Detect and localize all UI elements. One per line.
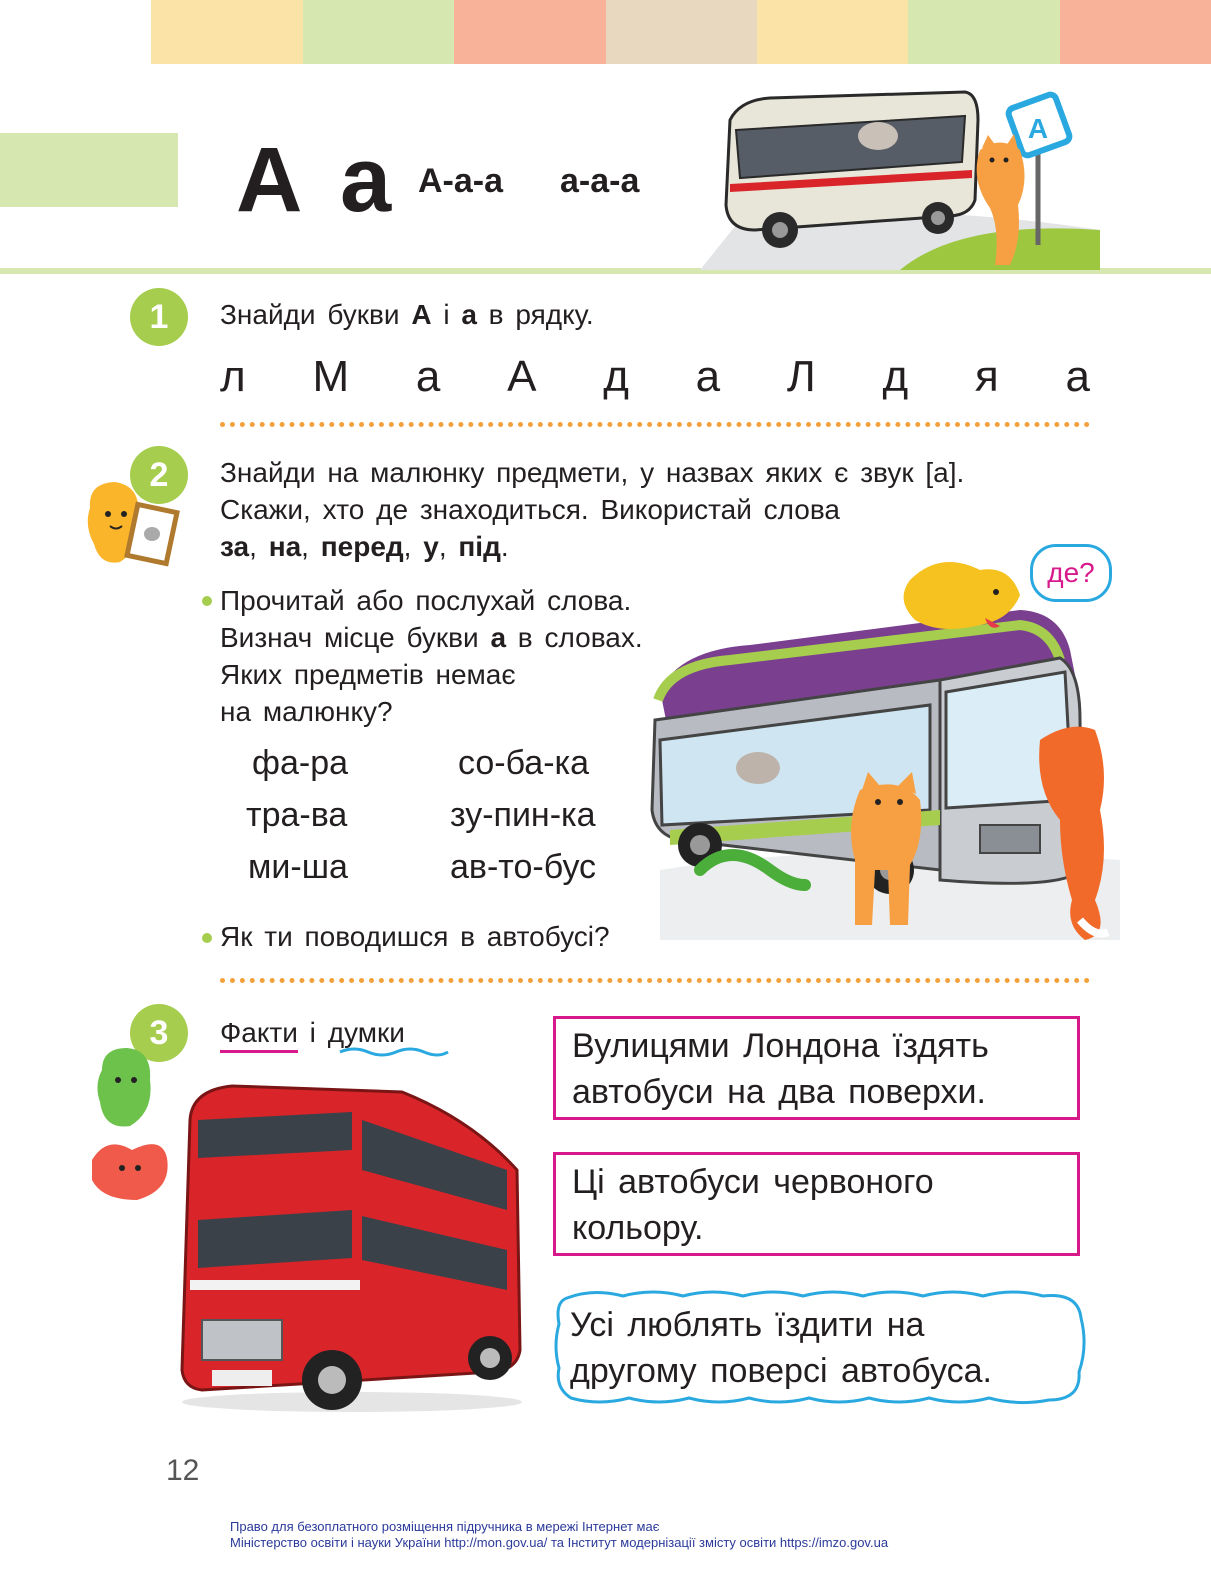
- bullet-line: Яких предметів немає: [220, 659, 516, 690]
- row-letter[interactable]: М: [312, 352, 350, 401]
- task1-letter-upper: А: [411, 299, 432, 330]
- task-number-3: 3: [130, 1004, 188, 1062]
- footer-line: Право для безоплатного розміщення підручника в мережі Інтернет має: [230, 1519, 660, 1534]
- task-number-1: 1: [130, 288, 188, 346]
- bullet-letter: а: [490, 622, 507, 653]
- character-with-picture-icon: [80, 478, 180, 570]
- syllables-upper: А-а-а: [418, 162, 504, 200]
- stripe: [606, 0, 757, 64]
- task1-letter-row: [220, 352, 1090, 402]
- opinion-line: другому поверсі автобуса.: [570, 1352, 992, 1390]
- dotted-divider: [220, 422, 1090, 427]
- header-stripes: [0, 0, 1211, 64]
- task1-instruction: [220, 296, 594, 333]
- stripe: [908, 0, 1059, 64]
- stripe: [1060, 0, 1211, 64]
- word-item: ми-ша: [248, 848, 348, 886]
- footer-line: Міністерство освіти і науки України http://mon.gov.ua/ та Інститут модернізації змісту освіти https://imzo.gov.ua: [230, 1535, 889, 1550]
- preposition: під: [458, 531, 501, 562]
- preposition: за: [220, 531, 250, 562]
- fact-line: Ці автобуси червоного: [572, 1163, 934, 1201]
- row-letter[interactable]: а: [695, 352, 721, 401]
- stripe: [454, 0, 605, 64]
- syllables-lower: а-а-а: [560, 162, 640, 200]
- bullet-line: на малюнку?: [220, 696, 393, 727]
- stripe: [0, 0, 151, 64]
- word-item: со-ба-ка: [458, 744, 590, 782]
- london-bus-illustration: [172, 1080, 527, 1415]
- fact-line: кольору.: [572, 1209, 704, 1247]
- row-letter[interactable]: л: [220, 352, 246, 401]
- word-item: фа-ра: [252, 744, 349, 782]
- row-letter[interactable]: д: [882, 352, 909, 401]
- bullet-line: [220, 619, 643, 656]
- page-number: 12: [166, 1454, 200, 1487]
- task1-text: в рядку.: [476, 299, 594, 330]
- header-green-band: [0, 133, 178, 207]
- word-item: зу-пин-ка: [450, 796, 596, 834]
- bullet-line: Прочитай або послухай слова.: [220, 585, 632, 616]
- word-item: тра-ва: [246, 796, 348, 834]
- task2-prepositions: за, на, перед, у, під.: [220, 531, 509, 562]
- task2-bullet1: [220, 582, 643, 730]
- speech-bubble: де?: [1030, 544, 1112, 602]
- task2-line: Скажи, хто де знаходиться. Використай слова: [220, 494, 840, 525]
- task1-letter-lower: а: [461, 299, 477, 330]
- bullet-text: Визнач місце букви: [220, 622, 491, 653]
- task2-bullet2: Як ти поводишся в автобусі?: [220, 921, 610, 952]
- bullet-icon: [202, 933, 212, 943]
- row-letter[interactable]: а: [415, 352, 441, 401]
- word-item: ав-то-бус: [450, 848, 597, 886]
- characters-icon: [82, 1040, 182, 1222]
- task1-text: і: [431, 299, 462, 330]
- preposition: у: [423, 531, 439, 562]
- row-letter[interactable]: д: [603, 352, 629, 401]
- dotted-divider: [220, 978, 1090, 983]
- footer-rights: [230, 1519, 888, 1551]
- fact-box-2: [553, 1152, 1080, 1256]
- preposition: перед: [320, 531, 404, 562]
- fact-line: Вулицями Лондона їздять: [572, 1027, 989, 1065]
- label-and: і: [309, 1017, 316, 1048]
- wavy-underline: [338, 1046, 450, 1058]
- row-letter[interactable]: А: [507, 352, 537, 401]
- bullet-icon: [202, 596, 212, 606]
- letter-title: А а: [236, 129, 398, 231]
- label-fact: Факти: [220, 1017, 298, 1053]
- stripe: [757, 0, 908, 64]
- opinion-box: [554, 1298, 1106, 1398]
- task-number-2: 2: [130, 446, 188, 504]
- task2-line: Знайди на малюнку предмети, у назвах яких є звук [а].: [220, 457, 965, 488]
- task1-text: Знайди букви: [220, 299, 412, 330]
- stripe: [151, 0, 302, 64]
- opinion-line: Усі люблять їздити на: [570, 1306, 925, 1344]
- row-letter[interactable]: я: [974, 352, 999, 401]
- header-bus-illustration: [700, 80, 1100, 270]
- bullet-text: в словах.: [506, 622, 643, 653]
- fact-line: автобуси на два поверхи.: [572, 1073, 986, 1111]
- sign-letter: А: [1027, 113, 1049, 144]
- preposition: на: [268, 531, 302, 562]
- row-letter[interactable]: а: [1065, 352, 1090, 401]
- row-letter[interactable]: Л: [786, 352, 816, 401]
- fact-box-1: [553, 1016, 1080, 1120]
- label-opinion: думки: [327, 1017, 405, 1048]
- stripe: [303, 0, 454, 64]
